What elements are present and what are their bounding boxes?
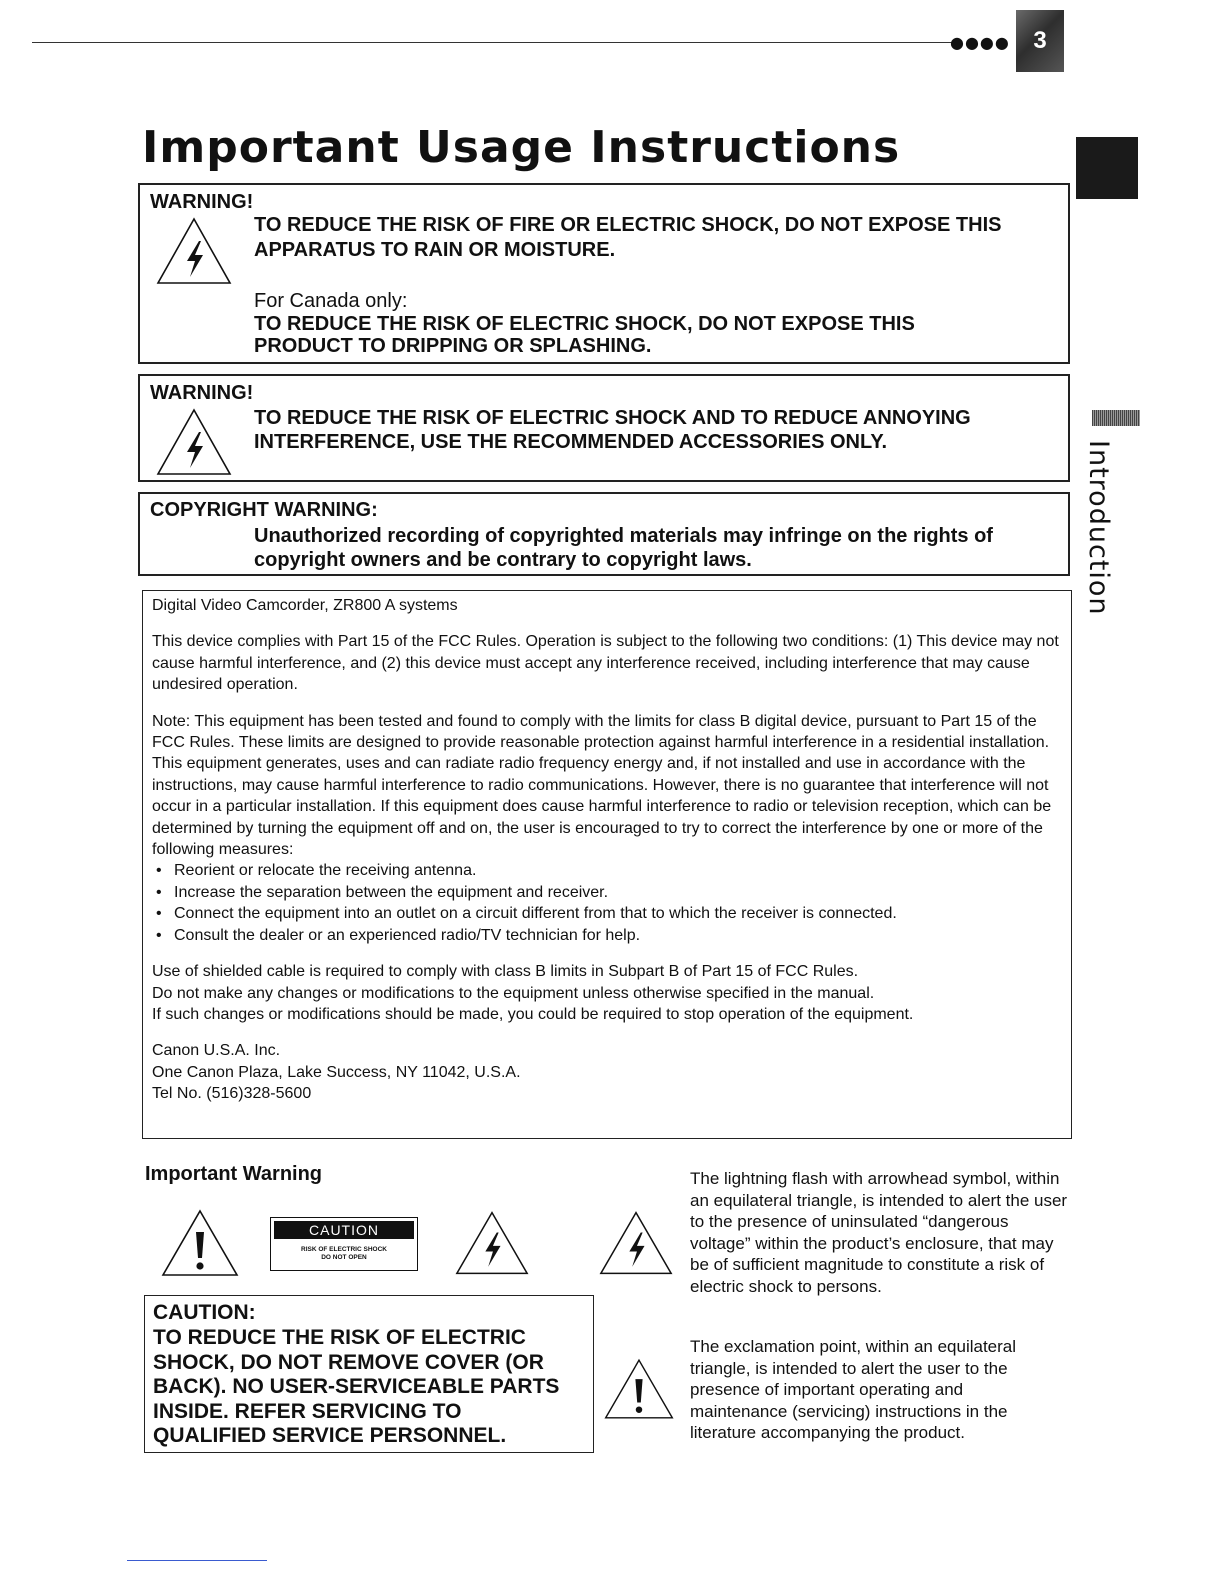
warning-line-1: TO REDUCE THE RISK OF FIRE OR ELECTRIC SHOCK, DO NOT EXPOSE THIS bbox=[254, 214, 1002, 236]
list-item: • Connect the equipment into an outlet on a circuit different from that to which the receiver is connected. bbox=[152, 903, 1059, 924]
section-tab-marker bbox=[1092, 410, 1140, 426]
caution-label-line2: DO NOT OPEN bbox=[321, 1254, 367, 1261]
page-title: Important Usage Instructions bbox=[142, 122, 901, 173]
section-tab-block bbox=[1076, 137, 1138, 199]
lightning-warning-icon bbox=[154, 215, 234, 287]
caution-box bbox=[144, 1295, 594, 1453]
warning-line-2: INTERFERENCE, USE THE RECOMMENDED ACCESSORIES ONLY. bbox=[254, 431, 888, 453]
warning-line-1: TO REDUCE THE RISK OF ELECTRIC SHOCK AND TO REDUCE ANNOYING bbox=[254, 407, 971, 429]
list-item: • Increase the separation between the equipment and receiver. bbox=[152, 882, 1059, 903]
canada-line-1: TO REDUCE THE RISK OF ELECTRIC SHOCK, DO NOT EXPOSE THIS bbox=[254, 313, 915, 335]
caution-box-line: TO REDUCE THE RISK OF ELECTRIC bbox=[153, 1326, 526, 1349]
caution-label-title: CAUTION bbox=[274, 1221, 414, 1239]
fcc-company: Canon U.S.A. Inc. bbox=[152, 1042, 281, 1060]
fcc-address: One Canon Plaza, Lake Success, NY 11042, U.S.A. bbox=[152, 1063, 521, 1081]
caution-box-line: SHOCK, DO NOT REMOVE COVER (OR bbox=[153, 1351, 544, 1374]
list-item: • Consult the dealer or an experienced radio/TV technician for help. bbox=[152, 925, 1059, 946]
canada-label: For Canada only: bbox=[254, 290, 408, 312]
caution-box-line: BACK). NO USER-SERVICEABLE PARTS bbox=[153, 1375, 560, 1398]
fcc-statement-box bbox=[142, 590, 1072, 1139]
canada-line-2: PRODUCT TO DRIPPING OR SPLASHING. bbox=[254, 335, 652, 357]
exclamation-caption: The exclamation point, within an equilateral triangle, is intended to alert the user to the presence of important operating and maintenance (servicing) instructions in the literature accompanying the product. bbox=[690, 1337, 1017, 1442]
warning-label: WARNING! bbox=[150, 382, 254, 404]
fcc-stop: If such changes or modifications should be made, you could be required to stop operation of the equipment. bbox=[152, 1005, 914, 1023]
lightning-symbol-icon bbox=[598, 1208, 674, 1278]
caution-box-line: INSIDE. REFER SERVICING TO bbox=[153, 1400, 462, 1423]
lightning-caption: The lightning flash with arrowhead symbol, within an equilateral triangle, is intended to alert the user to the presence of uninsulated “dangerous voltage” within the product’s enclosure, that may be of sufficient magnitude to constitute a risk of electric shock to persons. bbox=[690, 1169, 1068, 1296]
caution-label-graphic bbox=[270, 1217, 418, 1271]
exclamation-warning-icon bbox=[160, 1208, 240, 1278]
fcc-measures-list bbox=[152, 860, 1059, 946]
warning-line-2: APPARATUS TO RAIN OR MOISTURE. bbox=[254, 239, 616, 261]
caution-label-line1: RISK OF ELECTRIC SHOCK bbox=[301, 1246, 387, 1253]
lightning-warning-icon bbox=[454, 1208, 530, 1278]
caution-box-label: CAUTION: bbox=[153, 1301, 256, 1324]
fcc-shielded: Use of shielded cable is required to comply with class B limits in Subpart B of Part 15 of FCC Rules. bbox=[152, 963, 859, 981]
fcc-model: Digital Video Camcorder, ZR800 A systems bbox=[152, 597, 458, 614]
important-warning-heading: Important Warning bbox=[145, 1163, 323, 1185]
fcc-tel: Tel No. (516)328-5600 bbox=[152, 1085, 312, 1103]
copyright-warning-box bbox=[138, 492, 1070, 576]
header-dots: ●●●● bbox=[950, 33, 1010, 52]
fcc-note: Note: This equipment has been tested and found to comply with the limits for class B digital device, pursuant to Part 15 of the FCC Rules. These limits are designed to provide reasonable protection against harmful interference in a residential installation. This equipment generates, uses and can radiate radio frequency energy and, if not installed and use in accordance with the instructions, may cause harmful interference to radio communications. However, there is no guarantee that interference will not occur in a particular installation. If this equipment does cause harmful interference to radio or television reception, which can be determined by turning the equipment off and on, the user is encouraged to try to correct the interference by one or more of the following measures: bbox=[152, 712, 1052, 859]
footer-rule bbox=[127, 1560, 267, 1561]
warning-box-accessories bbox=[138, 374, 1070, 482]
caution-box-line: QUALIFIED SERVICE PERSONNEL. bbox=[153, 1424, 507, 1447]
copyright-label: COPYRIGHT WARNING: bbox=[150, 499, 378, 521]
list-item: • Reorient or relocate the receiving antenna. bbox=[152, 860, 1059, 881]
page-number: 3 bbox=[1033, 27, 1047, 54]
header-rule bbox=[32, 42, 952, 43]
copyright-line-1: Unauthorized recording of copyrighted materials may infringe on the rights of bbox=[254, 525, 993, 547]
lightning-warning-icon bbox=[154, 406, 234, 478]
copyright-line-2: copyright owners and be contrary to copyright laws. bbox=[254, 549, 752, 571]
section-side-label-text: Introduction bbox=[1083, 440, 1114, 616]
warning-box-fire bbox=[138, 183, 1070, 364]
fcc-compliance: This device complies with Part 15 of the FCC Rules. Operation is subject to the following two conditions: (1) This device may not cause harmful interference, and (2) this device must accept any interference received, including interference that may cause undesired operation. bbox=[152, 633, 1059, 694]
fcc-modifications: Do not make any changes or modifications to the equipment unless otherwise specified in the manual. bbox=[152, 984, 875, 1002]
page-number-badge bbox=[1016, 10, 1064, 72]
section-side-label bbox=[1070, 440, 1126, 616]
warning-label: WARNING! bbox=[150, 191, 254, 213]
exclamation-symbol-icon bbox=[603, 1355, 675, 1423]
